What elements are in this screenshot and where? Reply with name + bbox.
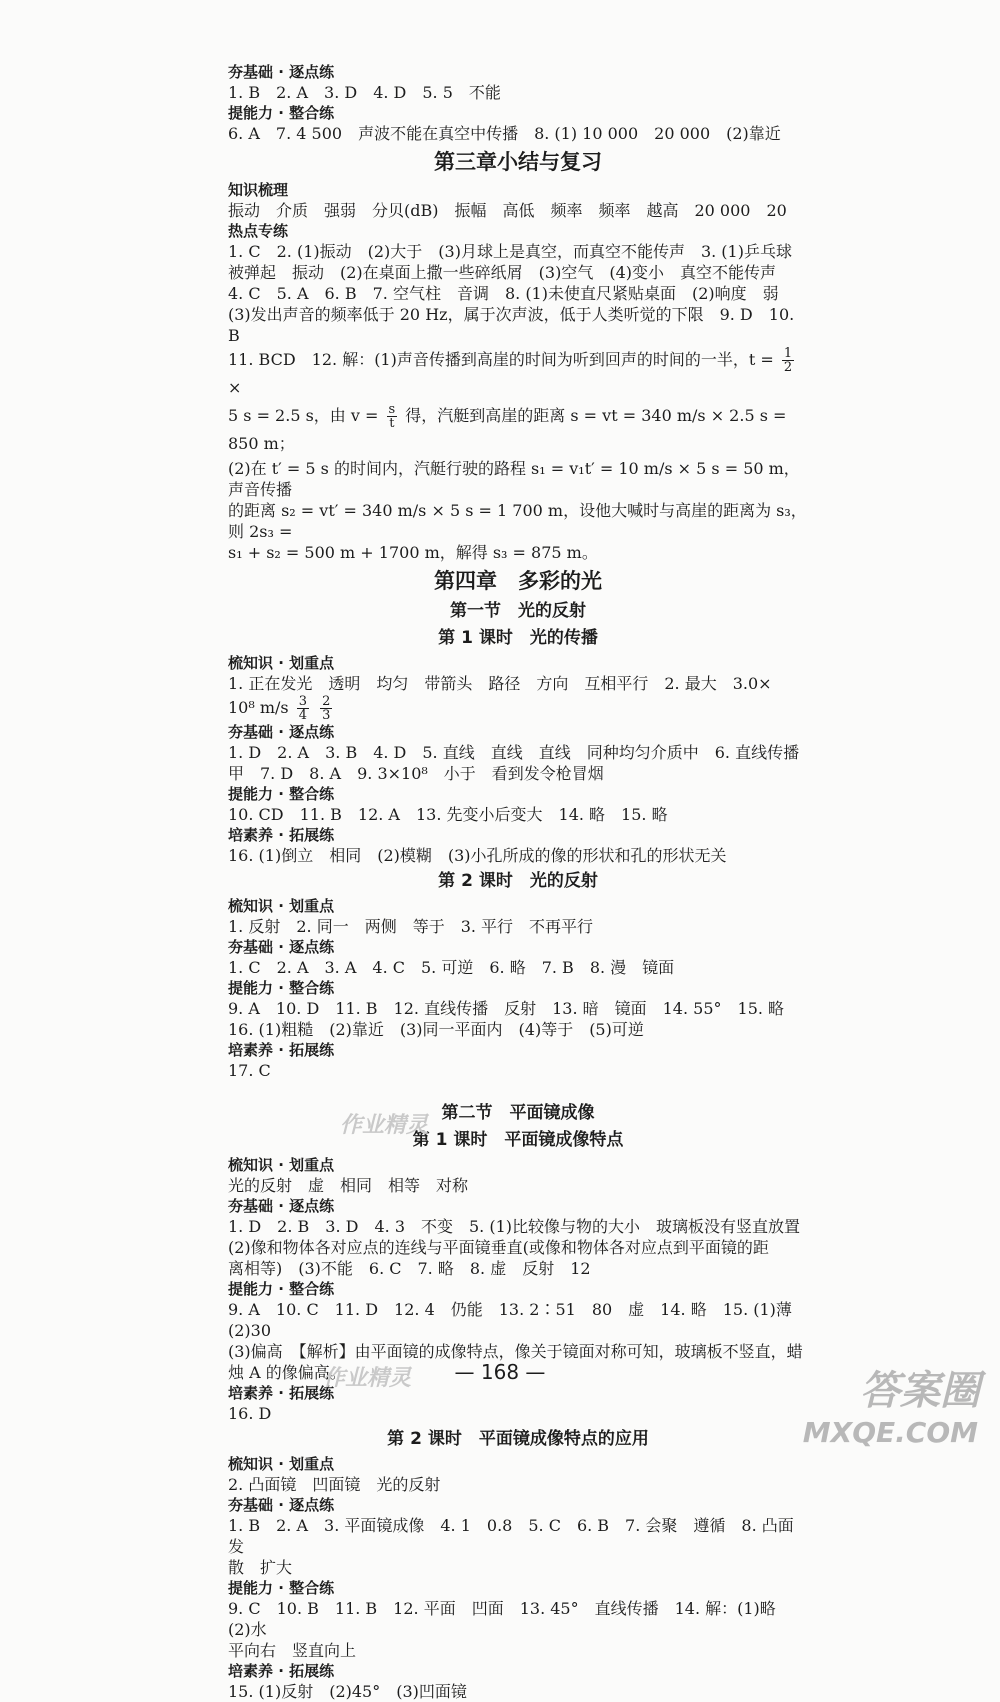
answer-line: (2)在 t′ = 5 s 的时间内，汽艇行驶的路程 s₁ = v₁t′ = 10 m/s × 5 s = 50 m，声音传播 — [228, 459, 800, 499]
answer-line: 离相等) (3)不能 6. C 7. 略 8. 虚 反射 12 — [228, 1259, 591, 1278]
section-heading: 提能力 · 整合练 — [228, 1579, 335, 1597]
answer-line: 1. B 2. A 3. D 4. D 5. 5 不能 — [228, 83, 501, 102]
answer-text: 得，汽艇到高崖的距离 s = vt = 340 m/s × 2.5 s = 850 m； — [228, 406, 787, 453]
section-title: 第二节 平面镜成像 — [441, 1103, 595, 1123]
answer-line: 10. CD 11. B 12. A 13. 先变小后变大 14. 略 15. 略 — [228, 805, 668, 824]
answer-line-with-fraction — [228, 402, 808, 458]
answer-line: 1. C 2. A 3. A 4. C 5. 可逆 6. 略 7. B 8. 漫 镜面 — [228, 958, 675, 977]
answer-page — [228, 62, 808, 1702]
section-heading: 夯基础 · 逐点练 — [228, 63, 335, 81]
answer-line: 15. (1)反射 (2)45° (3)凹面镜 — [228, 1682, 467, 1701]
answer-line: 的距离 s₂ = vt′ = 340 m/s × 5 s = 1 700 m，设他大喊时与高崖的距离为 s₃，则 2s₃ = — [228, 501, 807, 541]
chapter-title: 第四章 多彩的光 — [434, 569, 602, 593]
answer-line: (3)发出声音的频率低于 20 Hz，属于次声波，低于人类听觉的下限 9. D 10. B — [228, 305, 795, 345]
answer-line: (3)偏高 【解析】由平面镜的成像特点，像关于镜面对称可知，玻璃板不竖直，蜡 — [228, 1342, 803, 1361]
fraction-denominator: 4 — [298, 708, 308, 723]
answer-text: 5 s = 2.5 s，由 v = — [228, 406, 379, 425]
fraction-denominator: 2 — [783, 360, 793, 375]
watermark: 作业精灵 — [340, 1113, 429, 1138]
section-heading: 培素养 · 拓展练 — [228, 1662, 335, 1680]
answer-line: 烛 A 的像偏高。 — [228, 1363, 346, 1382]
answer-line: 光的反射 虚 相同 相等 对称 — [228, 1176, 469, 1195]
answer-line: 9. C 10. B 11. B 12. 平面 凹面 13. 45° 直线传播 14. 解：(1)略 (2)水 — [228, 1599, 792, 1639]
watermark-logo: 答案圈 — [860, 1368, 980, 1414]
section-heading: 培素养 · 拓展练 — [228, 826, 335, 844]
fraction-numerator: 2 — [322, 694, 331, 709]
lesson-title: 第 1 课时 光的传播 — [438, 628, 598, 648]
answer-line: 被弹起 振动 (2)在桌面上撒一些碎纸屑 (3)空气 (4)变小 真空不能传声 — [228, 263, 776, 282]
answer-line: 1. 反射 2. 同一 两侧 等于 3. 平行 不再平行 — [228, 917, 594, 936]
answer-line: s₁ + s₂ = 500 m + 1700 m，解得 s₃ = 875 m。 — [228, 543, 598, 562]
page-number: — 168 — — [454, 1360, 546, 1384]
answer-line-with-fraction — [228, 694, 808, 722]
fraction-denominator: t — [389, 416, 395, 431]
section-heading: 培素养 · 拓展练 — [228, 1384, 335, 1402]
watermark-url: MXQE.COM — [802, 1416, 978, 1449]
answer-line: 6. A 7. 4 500 声波不能在真空中传播 8. (1) 10 000 20 000 (2)靠近 — [228, 124, 781, 143]
answer-text: 10⁸ m/s — [228, 698, 289, 717]
answer-line: 甲 7. D 8. A 9. 3×10⁸ 小于 看到发令枪冒烟 — [228, 764, 604, 783]
section-heading: 夯基础 · 逐点练 — [228, 1197, 335, 1215]
section-heading: 夯基础 · 逐点练 — [228, 1496, 335, 1514]
lesson-title: 第 1 课时 平面镜成像特点 — [412, 1130, 624, 1150]
fraction — [320, 695, 332, 722]
chapter-title: 第三章小结与复习 — [434, 150, 602, 174]
section-heading: 梳知识 · 划重点 — [228, 1455, 335, 1473]
section-heading: 梳知识 · 划重点 — [228, 1156, 335, 1174]
answer-text: 11. BCD 12. 解：(1)声音传播到高崖的时间为听到回声的时间的一半，t = — [228, 350, 774, 369]
fraction-denominator: 3 — [322, 708, 331, 723]
fraction-numerator: s — [388, 402, 396, 417]
lesson-title: 第 2 课时 平面镜成像特点的应用 — [387, 1429, 649, 1449]
section-heading: 夯基础 · 逐点练 — [228, 938, 335, 956]
section-heading: 热点专练 — [228, 222, 289, 240]
answer-line-with-fraction — [228, 346, 808, 402]
answer-line: 1. C 2. (1)振动 (2)大于 (3)月球上是真空，而真空不能传声 3. (1)乒乓球 — [228, 242, 792, 261]
answer-line: 4. C 5. A 6. B 7. 空气柱 音调 8. (1)未使直尺紧贴桌面 (2)响度 弱 — [228, 284, 779, 303]
answer-line: 16. (1)粗糙 (2)靠近 (3)同一平面内 (4)等于 (5)可逆 — [228, 1020, 644, 1039]
lesson-title: 第 2 课时 光的反射 — [438, 871, 598, 891]
section-heading: 梳知识 · 划重点 — [228, 897, 335, 915]
section-heading: 提能力 · 整合练 — [228, 979, 335, 997]
answer-text: × — [228, 378, 242, 397]
answer-line: 2. 凸面镜 凹面镜 光的反射 — [228, 1475, 441, 1494]
answer-line: 1. 正在发光 透明 均匀 带箭头 路径 方向 互相平行 2. 最大 3.0× — [228, 674, 772, 693]
answer-line: (2)像和物体各对应点的连线与平面镜垂直(或像和物体各对应点到平面镜的距 — [228, 1238, 769, 1257]
answer-line: 1. B 2. A 3. 平面镜成像 4. 1 0.8 5. C 6. B 7. 会聚 遵循 8. 凸面 发 — [228, 1516, 810, 1556]
answer-line: 17. C — [228, 1061, 271, 1080]
fraction — [387, 403, 398, 430]
answer-line: 平向右 竖直向上 — [228, 1641, 357, 1660]
section-heading: 提能力 · 整合练 — [228, 785, 335, 803]
section-heading: 夯基础 · 逐点练 — [228, 723, 335, 741]
answer-line: 9. A 10. C 11. D 12. 4 仍能 13. 2∶51 80 虚 14. 略 15. (1)薄 (2)30 — [228, 1300, 808, 1340]
section-heading: 知识梳理 — [228, 181, 289, 199]
section-title: 第一节 光的反射 — [450, 601, 586, 621]
fraction-numerator: 3 — [298, 694, 308, 709]
answer-line: 散 扩大 — [228, 1558, 293, 1577]
section-heading: 培素养 · 拓展练 — [228, 1041, 335, 1059]
fraction — [782, 347, 794, 374]
answer-line: 9. A 10. D 11. B 12. 直线传播 反射 13. 暗 镜面 14. 55° 15. 略 — [228, 999, 785, 1018]
watermark: 作业精灵 — [323, 1366, 412, 1391]
answer-line: 振动 介质 强弱 分贝(dB) 振幅 高低 频率 频率 越高 20 000 20 — [228, 201, 787, 220]
answer-line: 1. D 2. B 3. D 4. 3 不变 5. (1)比较像与物的大小 玻璃板没有竖直放置 — [228, 1217, 801, 1236]
answer-line: 1. D 2. A 3. B 4. D 5. 直线 直线 直线 同种均匀介质中 6. 直线传播 — [228, 743, 800, 762]
fraction-numerator: 1 — [783, 346, 793, 361]
answer-line: 16. D — [228, 1404, 272, 1423]
section-heading: 提能力 · 整合练 — [228, 1280, 335, 1298]
section-heading: 提能力 · 整合练 — [228, 104, 335, 122]
section-heading: 梳知识 · 划重点 — [228, 654, 335, 672]
answer-line: 16. (1)倒立 相同 (2)模糊 (3)小孔所成的像的形状和孔的形状无关 — [228, 846, 727, 865]
fraction — [297, 695, 309, 722]
